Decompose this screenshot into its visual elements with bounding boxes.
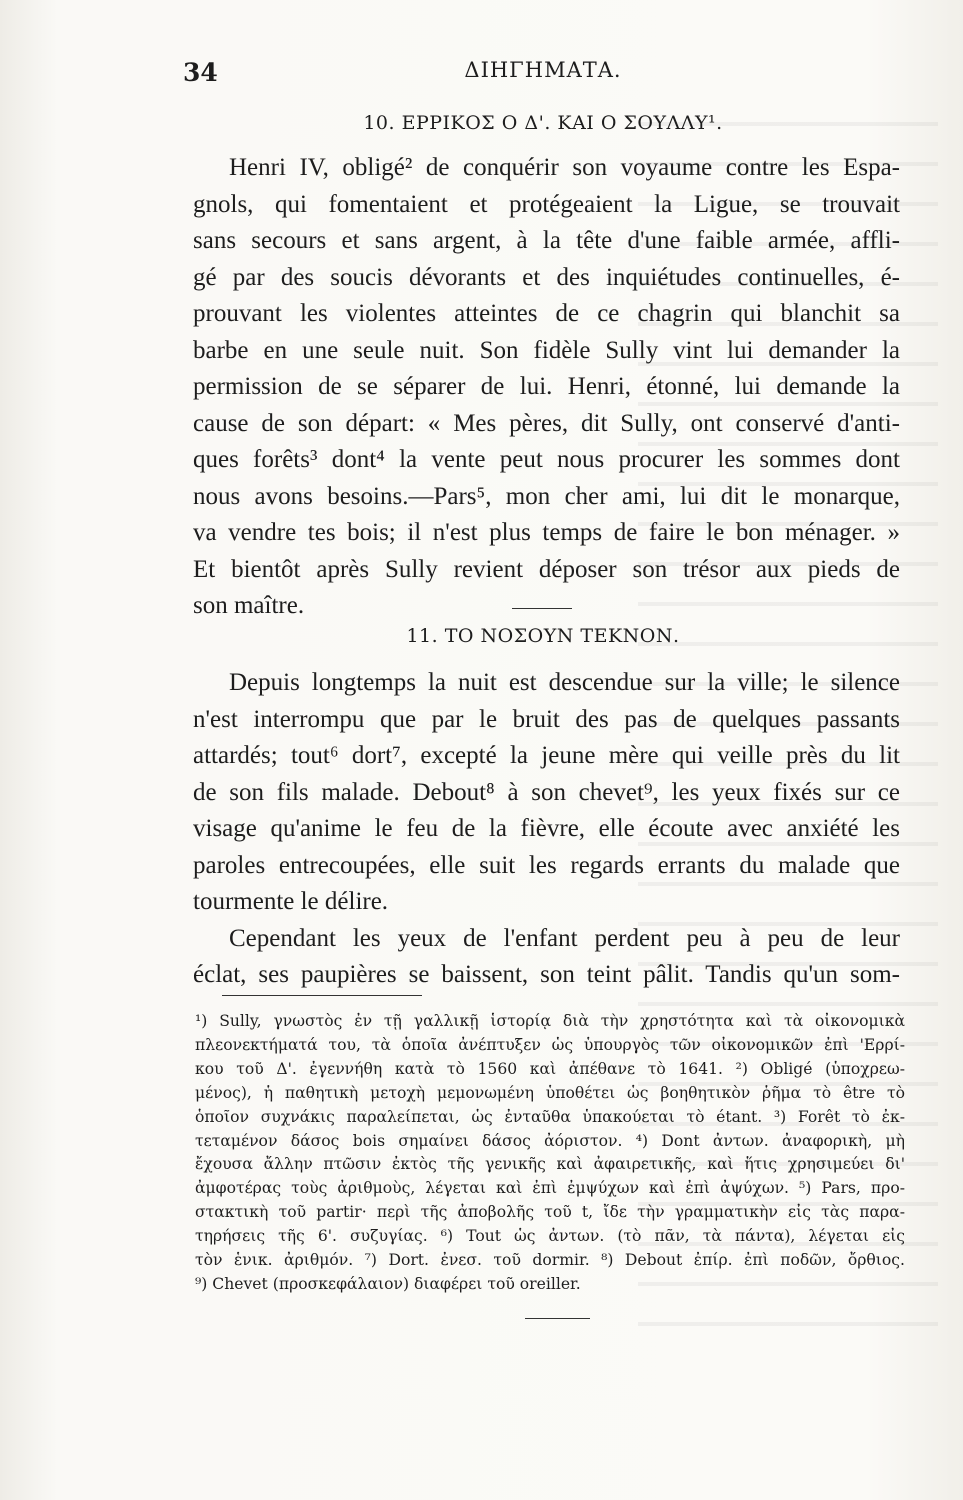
story-title-11: 11. ΤΟ ΝΟΣΟΥΝ ΤΕΚΝΟΝ. <box>406 625 680 647</box>
text-line: barbe en une seule nuit. Son fidèle Sully vint lui demander la <box>193 336 900 364</box>
story-body-11 <box>193 665 900 994</box>
story-title-10: 10. ΕΡΡΙΚΟΣ Ο Δ'. ΚΑΙ Ο ΣΟΥΛΛΥ¹. <box>363 112 723 134</box>
text-line: permission de se séparer de lui. Henri, étonné, lui demande la <box>193 373 900 400</box>
page-number: 34 <box>183 58 218 87</box>
text-line: de son fils malade. Debout⁸ à son chevet⁹, les yeux fixés sur ce <box>193 778 900 806</box>
footnote-line: τεταμένον δάσος bois σημαίνει δάσος ἀόριστον. ⁴) Dont ἀντων. ἀναφορικὴ, μὴ <box>195 1131 905 1150</box>
text-line: Henri IV, obligé² de conquérir son voyaume contre les Espa- <box>229 154 900 181</box>
footnote-line: ἔχουσα ἄλλην πτῶσιν ἐκτὸς τῆς γενικῆς καὶ ἀφαιρετικῆς, καὶ ἥτις χρησιμεύει δι' <box>195 1155 905 1174</box>
text-line: cause de son départ: « Mes pères, dit Sully, ont conservé d'anti- <box>193 409 900 437</box>
footnote-line: ἀμφοτέρας τοὺς ἀριθμοὺς, λέγεται καὶ ἐπὶ ἐμψύχων καὶ ἐπὶ ἀψύχων. ⁵) Pars, προ- <box>195 1179 905 1198</box>
footnote-line: στακτικὴ τοῦ partir· περὶ τῆς ἀποβολῆς τοῦ t, ἴδε τὴν γραμματικὴν εἰς τὰς παρα- <box>195 1203 905 1222</box>
footnotes <box>195 1010 905 1297</box>
text-line: gé par des soucis dévorants et des inquiétudes continuelles, é- <box>193 263 900 291</box>
text-line: éclat, ses paupières se baissent, son teint pâlit. Tandis qu'un som- <box>193 961 900 988</box>
footnote-line: τηρήσεις τῆς 6'. συζυγίας. ⁶) Tout ὡς ἀντων. (τὸ πᾶν, τὰ πάντα), λέγεται εἰς <box>195 1227 905 1246</box>
footnote-line: ὁποῖον συχνάκις παραλείπεται, ὡς ἐνταῦθα ὑπακούεται τὸ étant. ³) Forêt τὸ ἐκ- <box>195 1107 905 1126</box>
text-line: attardés; tout⁶ dort⁷, excepté la jeune mère qui veille près du lit <box>193 742 900 769</box>
text-line: nous avons besoins.—Pars⁵, mon cher ami, lui dit le monarque, <box>193 482 900 510</box>
text-line: paroles entrecoupées, elle suit les regards errants du malade que <box>193 851 900 879</box>
footnote-line: κου τοῦ Δ'. ἐγεννήθη κατὰ τὸ 1560 καὶ ἀπέθανε τὸ 1641. ²) Obligé (ὑποχρεω- <box>195 1059 905 1078</box>
footnote-line: πλεονεκτήματά του, τὰ ὁποῖα ἀνέπτυξεν ὡς ὑπουργὸς τῶν οἰκονομικῶν ἐπὶ 'Ερρί- <box>195 1035 905 1054</box>
footnote-line: τὸν ἑνικ. ἀριθμόν. ⁷) Dort. ἐνεσ. τοῦ dormir. ⁸) Debout ἐπίρ. ἐπὶ ποδῶν, ὄρθιος. <box>195 1251 905 1270</box>
text-line: va vendre tes bois; il n'est plus temps de faire le bon ménager. » <box>193 519 900 546</box>
running-title: ΔΙΗΓΗΜΑΤΑ. <box>464 58 622 82</box>
end-rule <box>525 1318 590 1319</box>
text-line: n'est interrompu que par le bruit des pas de quelques passants <box>193 705 900 733</box>
footnote-line: ⁹) Chevet (προσκεφάλαιον) διαφέρει τοῦ oreiller. <box>195 1274 581 1293</box>
text-line: ques forêts³ dont⁴ la vente peut nous procurer les sommes dont <box>193 446 900 473</box>
text-line: Et bientôt après Sully revient déposer son trésor aux pieds de <box>193 555 900 583</box>
page-header <box>183 58 903 90</box>
text-line: sans secours et sans argent, à la tête d'une faible armée, affli- <box>193 227 900 254</box>
text-line: gnols, qui fomentaient et protégeaient la Ligue, se trouvait <box>193 190 900 218</box>
text-line: visage qu'anime le feu de la fièvre, elle écoute avec anxiété les <box>193 815 900 842</box>
footnote-rule <box>222 995 422 996</box>
text-line: son maître. <box>193 592 305 619</box>
text-line: tourmente le délire. <box>193 888 389 915</box>
section-divider <box>512 608 572 609</box>
story-body-10 <box>193 150 900 625</box>
footnote-line: μένος), ἡ παθητικὴ μετοχὴ μεμονωμένη ὑποθέτει ὡς βοηθητικὸν ῥῆμα τὸ être τὸ <box>195 1083 905 1102</box>
text-line: Cependant les yeux de l'enfant perdent peu à peu de leur <box>229 924 900 952</box>
text-line: prouvant les violentes atteintes de ce chagrin qui blanchit sa <box>193 300 900 327</box>
text-line: Depuis longtemps la nuit est descendue sur la ville; le silence <box>229 669 900 696</box>
footnote-line: ¹) Sully, γνωστὸς ἐν τῇ γαλλικῇ ἱστορίᾳ διὰ τὴν χρηστότητα καὶ τὰ οἰκονομικὰ <box>195 1012 905 1030</box>
